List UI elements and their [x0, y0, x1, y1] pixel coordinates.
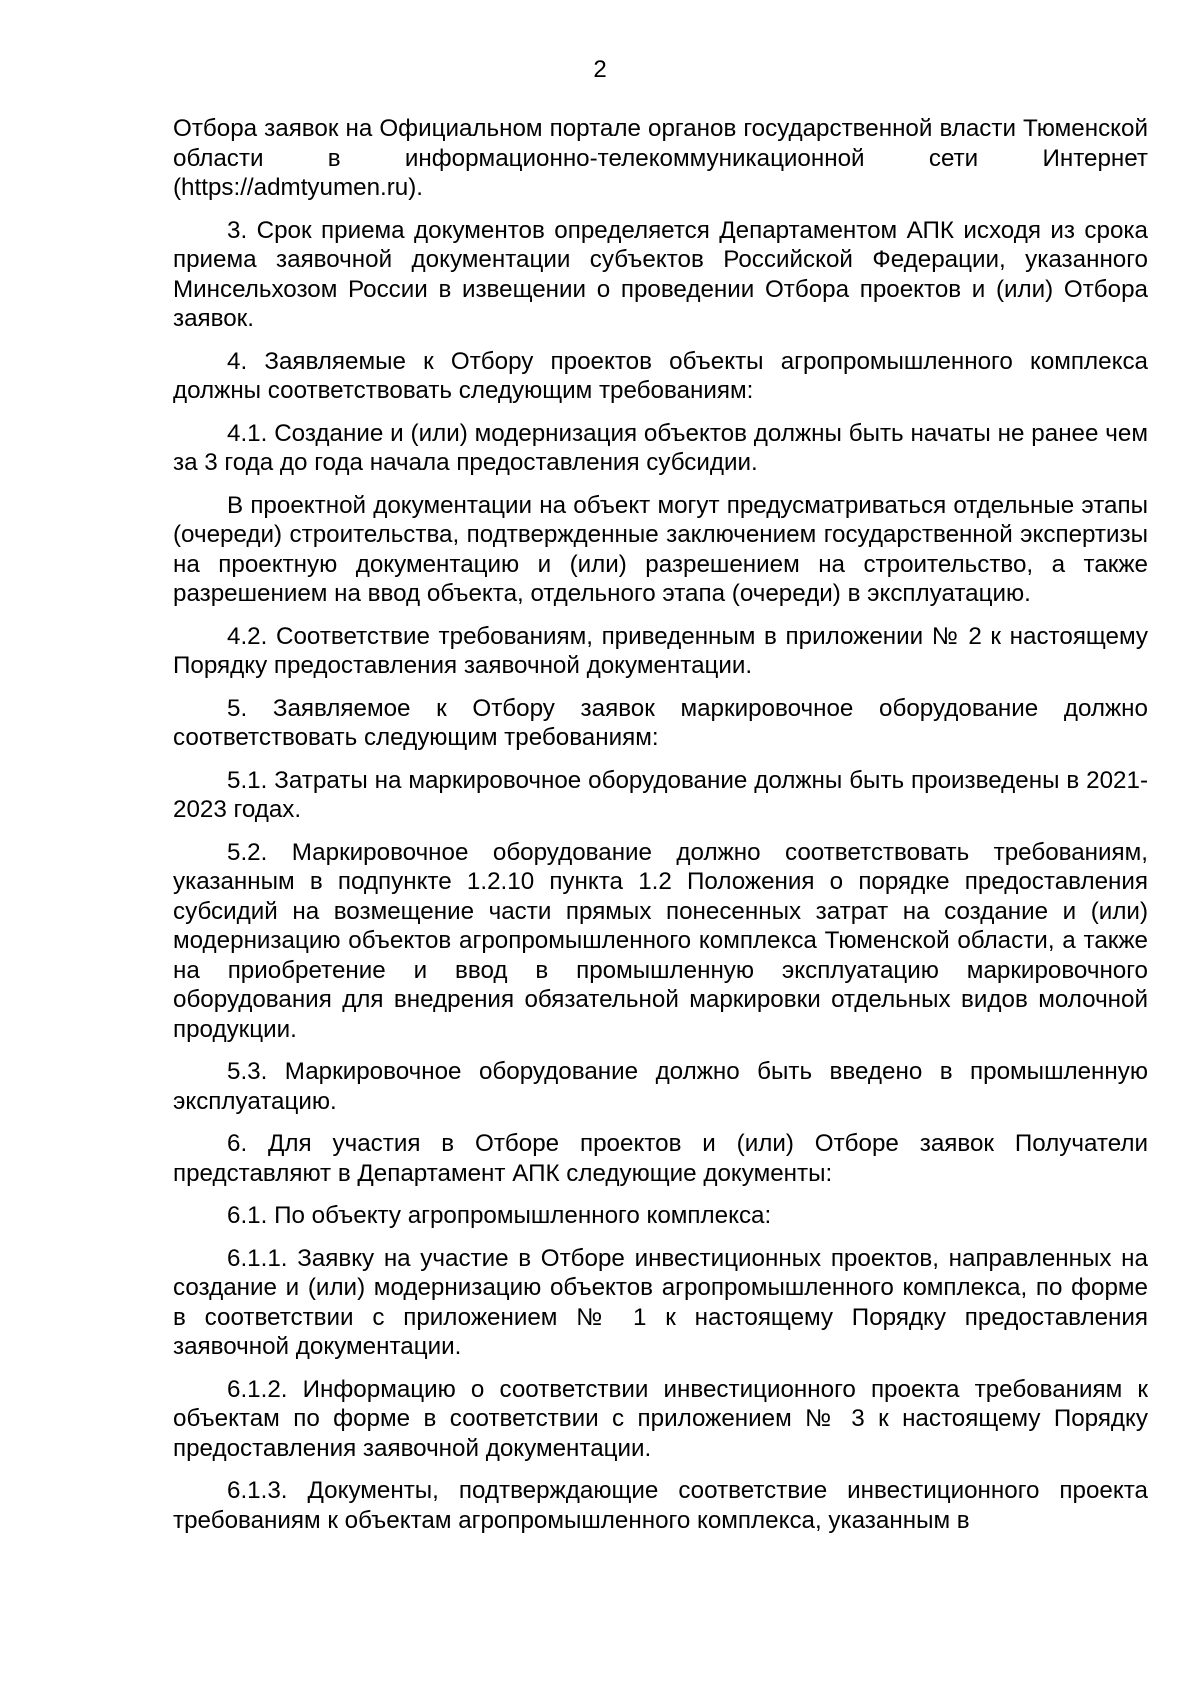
paragraph-5-3: 5.3. Маркировочное оборудование должно быть введено в промышленную эксплуатацию.: [173, 1058, 1148, 1115]
paragraph-continuation: Отбора заявок на Официальном портале органов государственной власти Тюменской области в информационно-телекоммуникационной сети Интернет (https://admtyumen.ru).: [173, 115, 1148, 201]
paragraph-6-1-1: 6.1.1. Заявку на участие в Отборе инвестиционных проектов, направленных на создание и (или) модернизацию объектов агропромышленного комплекса, по форме в соответствии с приложением № 1 к настоящему Порядку предоставления заявочной документации.: [173, 1244, 1148, 1360]
paragraph-5: 5. Заявляемое к Отбору заявок маркировочное оборудование должно соответствовать следующим требованиям:: [173, 694, 1148, 751]
paragraph-3: 3. Срок приема документов определяется Департаментом АПК исходя из срока приема заявочной документации субъектов Российской Федерации, указанного Минсельхозом России в извещении о проведении Отбора проектов и (или) Отбора заявок.: [173, 216, 1148, 332]
paragraph-4: 4. Заявляемые к Отбору проектов объекты агропромышленного комплекса должны соответствовать следующим требованиям:: [173, 347, 1148, 404]
paragraph-5-1: 5.1. Затраты на маркировочное оборудование должны быть произведены в 2021-2023 годах.: [173, 766, 1148, 823]
paragraph-5-2: 5.2. Маркировочное оборудование должно соответствовать требованиям, указанным в подпункте 1.2.10 пункта 1.2 Положения о порядке предоставления субсидий на возмещение части прямых понесенных затрат на создание и (или) модернизацию объектов агропромышленного комплекса Тюменской области, а также на приобретение и ввод в промышленную эксплуатацию маркировочного оборудования для внедрения обязательной маркировки отдельных видов молочной продукции.: [173, 838, 1148, 1043]
paragraph-6-1-3: 6.1.3. Документы, подтверждающие соответствие инвестиционного проекта требованиям к объектам агропромышленного комплекса, указанным в: [173, 1477, 1148, 1534]
paragraph-6: 6. Для участия в Отборе проектов и (или) Отборе заявок Получатели представляют в Департамент АПК следующие документы:: [173, 1130, 1148, 1187]
page-number: 2: [593, 56, 607, 83]
paragraph-4-1-note: В проектной документации на объект могут предусматриваться отдельные этапы (очереди) строительства, подтвержденные заключением государственной экспертизы на проектную документацию и (или) разрешением на строительство, а также разрешением на ввод объекта, отдельного этапа (очереди) в эксплуатацию.: [173, 491, 1148, 607]
document-body: [173, 114, 1148, 1548]
paragraph-6-1: 6.1. По объекту агропромышленного комплекса:: [227, 1202, 772, 1229]
paragraph-4-1: 4.1. Создание и (или) модернизация объектов должны быть начаты не ранее чем за 3 года до года начала предоставления субсидии.: [173, 419, 1148, 476]
paragraph-4-2: 4.2. Соответствие требованиям, приведенным в приложении № 2 к настоящему Порядку предоставления заявочной документации.: [173, 622, 1148, 679]
paragraph-6-1-2: 6.1.2. Информацию о соответствии инвестиционного проекта требованиям к объектам по форме в соответствии с приложением № 3 к настоящему Порядку предоставления заявочной документации.: [173, 1375, 1148, 1462]
